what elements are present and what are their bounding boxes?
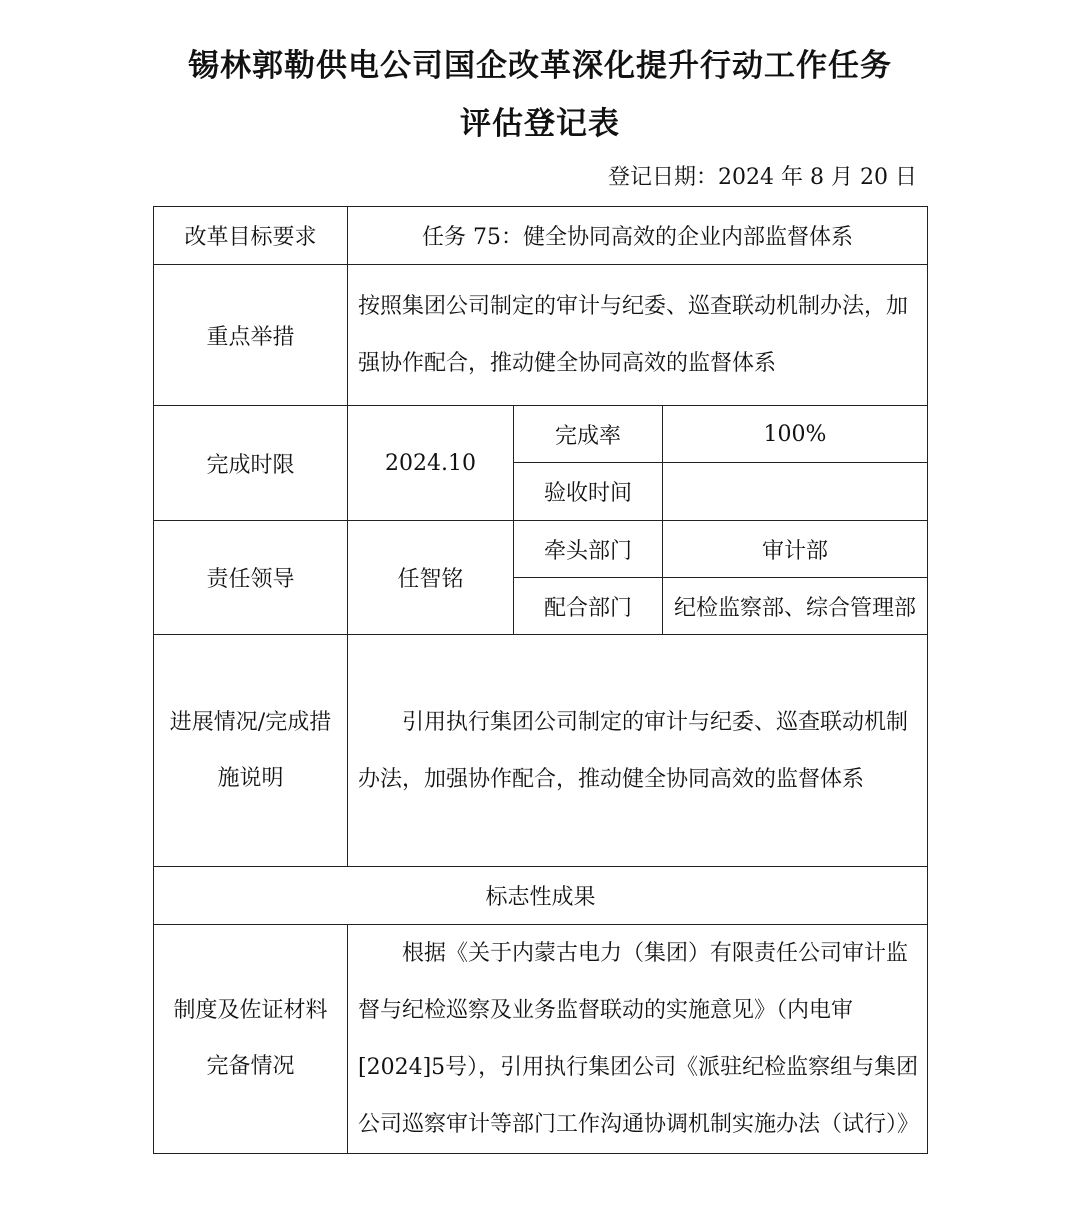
deadline-label: 完成时限	[154, 406, 348, 521]
goal-label: 改革目标要求	[154, 207, 348, 265]
key-measures-label: 重点举措	[154, 265, 348, 406]
row-leader	[154, 521, 928, 578]
document-title-line1: 锡林郭勒供电公司国企改革深化提升行动工作任务	[188, 48, 892, 84]
materials-value: 根据《关于内蒙古电力（集团）有限责任公司审计监督与纪检巡察及业务监督联动的实施意见》（内电审[2024]5号），引用执行集团公司《派驻纪检监察组与集团公司巡察审计等部门工作沟通协调机制实施办法（试行）》	[348, 925, 928, 1154]
key-measures-value: 按照集团公司制定的审计与纪委、巡查联动机制办法，加强协作配合，推动健全协同高效的监督体系	[348, 265, 928, 406]
acceptance-time-label: 验收时间	[514, 463, 663, 521]
progress-value: 引用执行集团公司制定的审计与纪委、巡查联动机制办法，加强协作配合，推动健全协同高效的监督体系	[348, 635, 928, 867]
progress-label-line1: 进展情况/完成措	[169, 709, 332, 735]
document-title-line2: 评估登记表	[460, 106, 620, 142]
row-key-measures	[154, 265, 928, 406]
progress-label-line2: 施说明	[217, 765, 284, 791]
goal-value: 任务 75：健全协同高效的企业内部监督体系	[348, 207, 928, 265]
materials-label-line2: 完备情况	[206, 1054, 295, 1079]
coop-dept-label: 配合部门	[514, 578, 663, 635]
materials-label	[154, 925, 348, 1154]
row-materials	[154, 925, 928, 1154]
leader-label: 责任领导	[154, 521, 348, 635]
register-date: 登记日期：2024 年 8 月 20 日	[608, 165, 917, 190]
row-goal	[154, 207, 928, 265]
results-header: 标志性成果	[154, 867, 928, 925]
row-results-header	[154, 867, 928, 925]
coop-dept-value: 纪检监察部、综合管理部	[663, 578, 928, 635]
lead-dept-label: 牵头部门	[514, 521, 663, 578]
leader-value: 任智铭	[348, 521, 514, 635]
row-deadline	[154, 406, 928, 463]
completion-rate-label: 完成率	[514, 406, 663, 463]
lead-dept-value: 审计部	[663, 521, 928, 578]
materials-label-line1: 制度及佐证材料	[173, 998, 328, 1023]
progress-label	[154, 635, 348, 867]
deadline-value: 2024.10	[348, 406, 514, 521]
completion-rate-value: 100%	[663, 406, 928, 463]
acceptance-time-value	[663, 463, 928, 521]
registration-form-table	[153, 206, 928, 1154]
row-progress	[154, 635, 928, 867]
